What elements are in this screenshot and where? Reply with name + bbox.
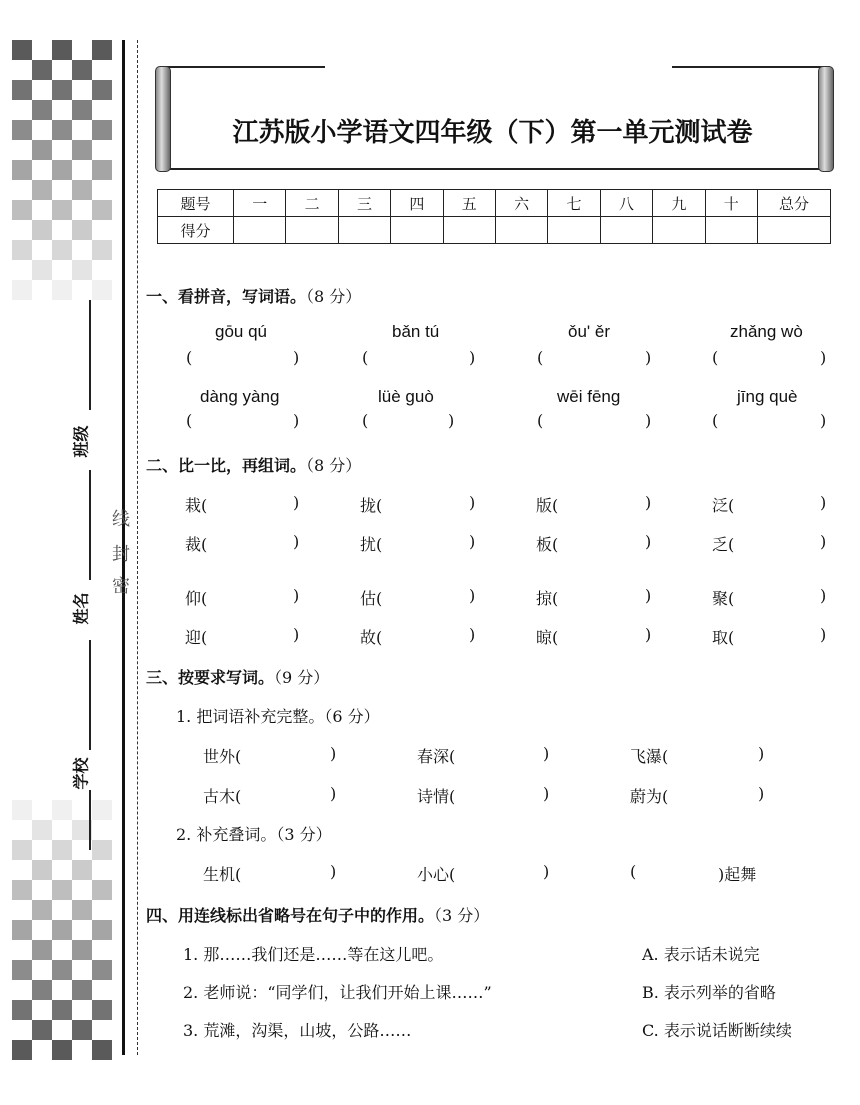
compare-char: 裁(: [185, 535, 208, 554]
paren-close: ): [820, 493, 827, 512]
compare-char: 栽(: [185, 496, 208, 515]
score-cell[interactable]: [548, 217, 600, 244]
ellipsis-option-a[interactable]: A. 表示话未说完: [642, 945, 760, 964]
class-label: 班级: [71, 425, 91, 458]
checker-square: [32, 60, 52, 80]
school-fill-line: [89, 640, 91, 750]
paren-close: ): [645, 532, 652, 551]
checker-square: [72, 180, 92, 200]
checker-square: [92, 960, 112, 980]
checker-square: [72, 140, 92, 160]
paren-close: ): [330, 862, 337, 881]
checker-square: [92, 800, 112, 820]
checker-square: [92, 920, 112, 940]
checker-square: [12, 280, 32, 300]
paren-close: ): [469, 532, 476, 551]
score-header-cell: 七: [548, 190, 600, 217]
score-header-cell: 六: [495, 190, 547, 217]
checker-square: [32, 220, 52, 240]
checker-square: [52, 280, 72, 300]
score-header-cell: 四: [391, 190, 443, 217]
checker-square: [52, 1000, 72, 1020]
score-header-cell: 题号: [158, 190, 234, 217]
checker-square: [32, 140, 52, 160]
checker-pattern-border: [0, 0, 120, 1105]
school-label: 学校: [71, 757, 91, 790]
checker-square: [52, 960, 72, 980]
score-cell[interactable]: [495, 217, 547, 244]
checker-square: [52, 40, 72, 60]
answer-paren-open: (: [712, 348, 719, 367]
score-table-score-row: [158, 217, 831, 244]
score-row-label: 得分: [158, 217, 234, 244]
answer-paren-close: ): [645, 348, 652, 367]
section2-title: 二、比一比，再组词。: [146, 456, 307, 475]
name-fill-line: [89, 470, 91, 580]
reduplication-blank: 生机(: [203, 865, 242, 884]
section4-points: （3 分）: [434, 906, 490, 925]
pinyin-8: jīng què: [737, 387, 798, 406]
checker-square: [52, 240, 72, 260]
answer-paren-close: ): [469, 348, 476, 367]
section3-points: （9 分）: [274, 668, 330, 687]
section3-sub2: 2. 补充叠词。（3 分）: [176, 825, 332, 844]
checker-square: [52, 800, 72, 820]
score-header-cell: 一: [234, 190, 286, 217]
answer-paren-close: ): [293, 348, 300, 367]
compare-char: 掠(: [536, 589, 559, 608]
compare-char: 拢(: [360, 496, 383, 515]
answer-paren-close: ): [293, 411, 300, 430]
checker-square: [92, 160, 112, 180]
paren-close: ): [330, 744, 337, 763]
ellipsis-option-b[interactable]: B. 表示列举的省略: [642, 983, 776, 1002]
pinyin-3: ǒu' ěr: [568, 322, 610, 341]
section4-title: 四、用连线标出省略号在句子中的作用。: [146, 906, 435, 925]
checker-square: [92, 40, 112, 60]
name-label: 姓名: [71, 592, 91, 625]
answer-paren-open: (: [537, 411, 544, 430]
class-fill-line: [89, 300, 91, 410]
checker-square: [32, 900, 52, 920]
reduplication-blank: 小心(: [417, 865, 456, 884]
pinyin-4: zhǎng wò: [730, 322, 803, 341]
checker-square: [12, 880, 32, 900]
section1-points: （8 分）: [306, 287, 362, 306]
compare-char: 乏(: [712, 535, 735, 554]
checker-square: [52, 200, 72, 220]
checker-square: [72, 940, 92, 960]
checker-square: [32, 260, 52, 280]
score-header-cell: 五: [443, 190, 495, 217]
answer-paren-open: (: [186, 411, 193, 430]
score-table: [157, 189, 831, 244]
checker-square: [92, 880, 112, 900]
pinyin-6: lüè guò: [378, 387, 434, 406]
checker-square: [12, 840, 32, 860]
compare-char: 估(: [360, 589, 383, 608]
score-cell[interactable]: [338, 217, 390, 244]
ellipsis-sentence-3: 3. 荒滩，沟渠，山坡，公路……: [183, 1021, 412, 1040]
pinyin-7: wēi fēng: [557, 387, 621, 406]
checker-square: [52, 160, 72, 180]
checker-square: [52, 880, 72, 900]
checker-square: [12, 240, 32, 260]
ellipsis-sentence-2: 2. 老师说：“同学们，让我们开始上课……”: [183, 983, 492, 1002]
paren-close: ): [293, 586, 300, 605]
checker-square: [92, 840, 112, 860]
checker-square: [92, 200, 112, 220]
compare-char: 迎(: [185, 628, 208, 647]
page-title: 江苏版小学语文四年级（下）第一单元测试卷: [232, 118, 753, 148]
section3-sub1: 1. 把词语补充完整。（6 分）: [176, 707, 380, 726]
answer-paren-open: (: [186, 348, 193, 367]
title-scroll-top-line-left: [160, 66, 325, 68]
checker-square: [92, 120, 112, 140]
compare-char: 取(: [712, 628, 735, 647]
paren-close: ): [543, 744, 550, 763]
paren-close: ): [469, 625, 476, 644]
idiom-blank: 飞瀑(: [630, 747, 669, 766]
answer-paren-close: ): [820, 348, 827, 367]
answer-paren-open: (: [362, 411, 369, 430]
paren-close: ): [820, 625, 827, 644]
score-cell[interactable]: [705, 217, 757, 244]
answer-paren-open: (: [537, 348, 544, 367]
seal-char-3: 密: [112, 576, 130, 597]
ellipsis-sentence-1: 1. 那……我们还是……等在这儿吧。: [183, 945, 444, 964]
compare-char: 故(: [360, 628, 383, 647]
checker-square: [12, 200, 32, 220]
answer-paren-close: ): [820, 411, 827, 430]
checker-square: [12, 800, 32, 820]
checker-square: [32, 980, 52, 1000]
pinyin-1: gōu qú: [215, 322, 267, 341]
score-header-cell: 八: [600, 190, 652, 217]
checker-square: [32, 180, 52, 200]
checker-square: [92, 280, 112, 300]
section3-heading: [146, 665, 329, 688]
checker-square: [52, 80, 72, 100]
checker-square: [52, 120, 72, 140]
score-cell[interactable]: [391, 217, 443, 244]
checker-square: [92, 80, 112, 100]
checker-square: [32, 100, 52, 120]
checker-square: [72, 1020, 92, 1040]
paren-close: ): [645, 625, 652, 644]
checker-square: [52, 840, 72, 860]
compare-char: 扰(: [360, 535, 383, 554]
score-header-cell: 九: [653, 190, 705, 217]
checker-square: [12, 920, 32, 940]
checker-square: [32, 820, 52, 840]
compare-char: 泛(: [712, 496, 735, 515]
compare-char: 板(: [536, 535, 559, 554]
pinyin-5: dàng yàng: [200, 387, 280, 406]
paren-close: ): [645, 493, 652, 512]
score-cell[interactable]: [443, 217, 495, 244]
section1-title: 一、看拼音，写词语。: [146, 287, 307, 306]
score-cell[interactable]: [600, 217, 652, 244]
score-header-cell: 十: [705, 190, 757, 217]
paren-close: ): [543, 784, 550, 803]
paren-close: ): [543, 862, 550, 881]
paren-close: ): [293, 493, 300, 512]
paren-close: ): [758, 784, 765, 803]
compare-char: 仰(: [185, 589, 208, 608]
checker-square: [72, 220, 92, 240]
cut-dashed-line: [137, 40, 138, 1055]
checker-square: [72, 900, 92, 920]
checker-square: [92, 240, 112, 260]
checker-square: [12, 960, 32, 980]
idiom-blank: 蔚为(: [630, 787, 669, 806]
paren-close: ): [469, 586, 476, 605]
section3-title: 三、按要求写词。: [146, 668, 275, 687]
reduplication-tail: )起舞: [718, 865, 757, 884]
section2-heading: [146, 453, 361, 476]
checker-square: [92, 1000, 112, 1020]
paren-close: ): [469, 493, 476, 512]
checker-square: [32, 860, 52, 880]
pinyin-2: bǎn tú: [392, 322, 440, 341]
paren-close: ): [330, 784, 337, 803]
compare-char: 晾(: [536, 628, 559, 647]
checker-square: [12, 1040, 32, 1060]
score-cell[interactable]: [234, 217, 286, 244]
section2-points: （8 分）: [306, 456, 362, 475]
checker-square: [72, 980, 92, 1000]
score-cell[interactable]: [653, 217, 705, 244]
paren-close: ): [293, 532, 300, 551]
checker-square: [12, 120, 32, 140]
checker-square: [12, 40, 32, 60]
checker-square: [52, 1040, 72, 1060]
idiom-blank: 世外(: [203, 747, 242, 766]
paren-close: ): [758, 744, 765, 763]
score-header-cell: 总分: [758, 190, 831, 217]
checker-square: [12, 160, 32, 180]
section1-heading: [146, 284, 361, 307]
ellipsis-option-c[interactable]: C. 表示说话断断续续: [642, 1021, 792, 1040]
score-cell[interactable]: [758, 217, 831, 244]
paren-close: ): [293, 625, 300, 644]
checker-square: [52, 920, 72, 940]
score-header-cell: 二: [286, 190, 338, 217]
paren-close: ): [820, 586, 827, 605]
score-table-header-row: [158, 190, 831, 217]
answer-paren-close: ): [448, 411, 455, 430]
checker-square: [72, 860, 92, 880]
school-fill-line-lower: [89, 790, 91, 850]
seal-char-2: 封: [112, 544, 130, 565]
checker-square: [92, 1040, 112, 1060]
seal-char-1: 线: [112, 509, 130, 530]
title-scroll-bottom-line: [160, 168, 825, 170]
title-scroll-top-line-right: [672, 66, 825, 68]
checker-square: [72, 100, 92, 120]
answer-paren-close: ): [645, 411, 652, 430]
paren-close: ): [645, 586, 652, 605]
score-cell[interactable]: [286, 217, 338, 244]
checker-square: [12, 80, 32, 100]
section4-heading: [146, 903, 489, 926]
checker-square: [32, 1020, 52, 1040]
checker-square: [12, 1000, 32, 1020]
checker-square: [32, 940, 52, 960]
idiom-blank: 诗情(: [417, 787, 456, 806]
paren-close: ): [820, 532, 827, 551]
score-header-cell: 三: [338, 190, 390, 217]
reduplication-blank: (: [630, 862, 637, 881]
compare-char: 聚(: [712, 589, 735, 608]
idiom-blank: 春深(: [417, 747, 456, 766]
checker-square: [72, 60, 92, 80]
answer-paren-open: (: [712, 411, 719, 430]
compare-char: 版(: [536, 496, 559, 515]
idiom-blank: 古木(: [203, 787, 242, 806]
answer-paren-open: (: [362, 348, 369, 367]
checker-square: [72, 260, 92, 280]
